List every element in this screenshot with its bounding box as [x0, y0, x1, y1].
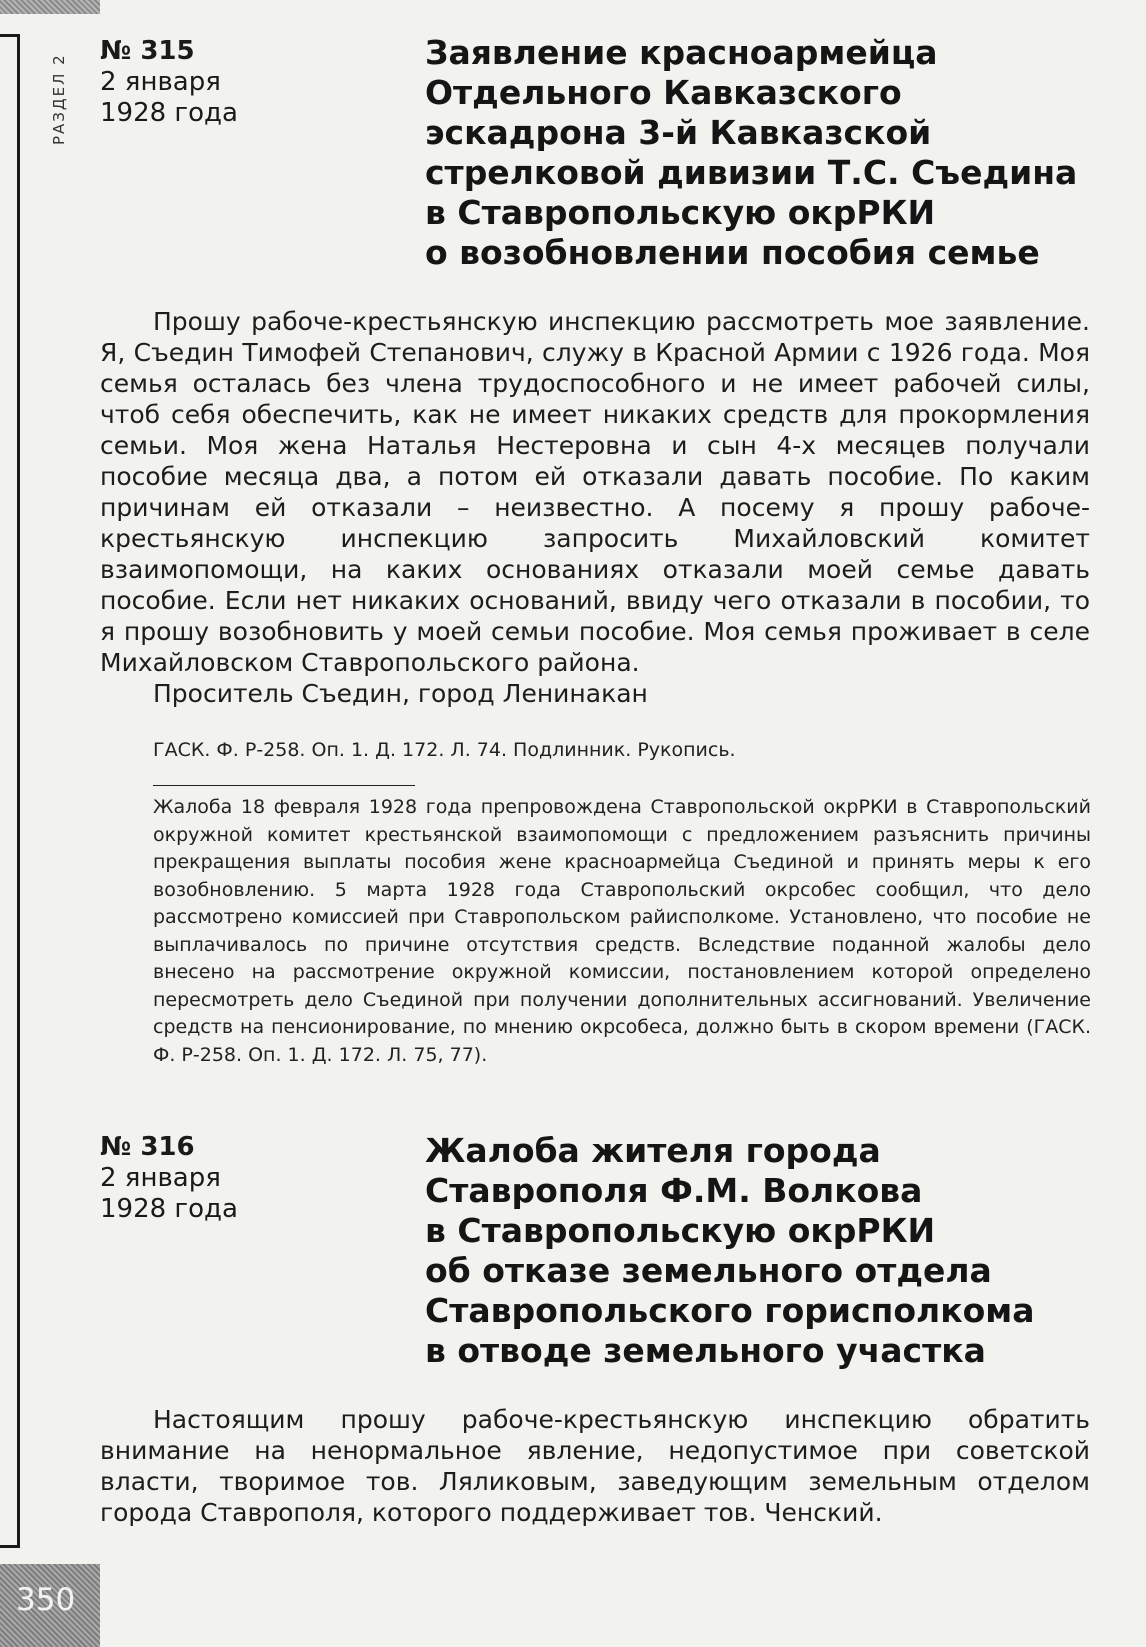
doc-315-meta	[100, 36, 238, 129]
title-line: Отдельного Кавказского	[425, 73, 902, 112]
doc-315-signature: Проситель Съедин, город Ленинакан	[153, 679, 648, 708]
doc-315-source: ГАСК. Ф. Р-258. Оп. 1. Д. 172. Л. 74. Подлинник. Рукопись.	[153, 739, 736, 761]
title-line: о возобновлении пособия семье	[425, 233, 1040, 272]
title-line: стрелковой дивизии Т.С. Съедина	[425, 153, 1078, 192]
title-line: эскадрона 3-й Кавказской	[425, 113, 932, 152]
margin-bracket	[0, 34, 20, 1548]
doc-316-number: № 316	[100, 1132, 195, 1162]
doc-316-body	[100, 1404, 1090, 1528]
doc-315-note: Жалоба 18 февраля 1928 года препровождена Ставропольской окрРКИ в Ставропольский окружной комитет крестьянской взаимопомощи с предложением разъяснить причины прекращения выплаты пособия жене красноармейца Съединой и принять меры к его возобновлению. 5 марта 1928 года Ставропольский окрсобес сообщил, что дело рассмотрено комиссией при Ставропольском райисполкоме. Установлено, что пособие не выплачивалось по причине отсутствия средств. Вследствие поданной жалобы дело внесено на рассмотрение окружной комиссии, постановлением которой определено пересмотреть дело Съединой при получении дополнительных ассигнований. Увеличение средств на пенсионирование, по мнению окрсобеса, должно быть в скором времени (ГАСК. Ф. Р-258. Оп. 1. Д. 172. Л. 75, 77).	[153, 796, 1091, 1066]
doc-315-body	[100, 306, 1090, 709]
doc-316-date-year: 1928 года	[100, 1194, 238, 1224]
title-line: Жалоба жителя города	[425, 1131, 881, 1170]
title-line: в отводе земельного участка	[425, 1331, 986, 1370]
title-line: в Ставропольскую окрРКИ	[425, 193, 936, 232]
doc-316-date-day: 2 января	[100, 1163, 221, 1193]
doc-315-paragraph: Прошу рабоче-крестьянскую инспекцию рассмотреть мое заявление. Я, Съедин Тимофей Степанович, служу в Красной Армии с 1926 года. Моя семья осталась без члена трудоспособного и не имеет рабочей силы, чтоб себя обеспечить, как не имеет никаких средств для прокормления семьи. Моя жена Наталья Нестеровна и сын 4-х месяцев получали пособие месяца два, а потом ей отказали давать пособие. По каким причинам ей отказали – неизвестно. А посему я прошу рабоче-крестьянскую инспекцию запросить Михайловский комитет взаимопомощи, на каких основаниях отказали моей семье давать пособие. Если нет никаких оснований, ввиду чего отказали в пособии, то я прошу возобновить у моей семьи пособие. Моя семья проживает в селе Михайловском Ставропольского района.	[100, 307, 1090, 677]
section-label: РАЗДЕЛ 2	[50, 53, 68, 145]
doc-315-date-day: 2 января	[100, 67, 221, 97]
title-line: Ставрополя Ф.М. Волкова	[425, 1171, 923, 1210]
doc-315-number: № 315	[100, 36, 195, 66]
footnote-divider	[153, 785, 415, 786]
doc-316-paragraph: Настоящим прошу рабоче-крестьянскую инспекцию обратить внимание на ненормальное явление, недопустимое при советской власти, творимое тов. Ляликовым, заведующим земельным отделом города Ставрополя, которого поддерживает тов. Ченский.	[100, 1405, 1090, 1527]
page-number-box	[0, 1564, 100, 1647]
doc-315-date-year: 1928 года	[100, 98, 238, 128]
doc-316-meta	[100, 1132, 238, 1225]
doc-315-title	[425, 33, 1115, 273]
title-line: Ставропольского горисполкома	[425, 1291, 1035, 1330]
title-line: в Ставропольскую окрРКИ	[425, 1211, 936, 1250]
page-number: 350	[16, 1582, 76, 1618]
top-corner-tab	[0, 0, 100, 14]
doc-316-title	[425, 1131, 1115, 1371]
title-line: об отказе земельного отдела	[425, 1251, 992, 1290]
title-line: Заявление красноармейца	[425, 33, 938, 72]
